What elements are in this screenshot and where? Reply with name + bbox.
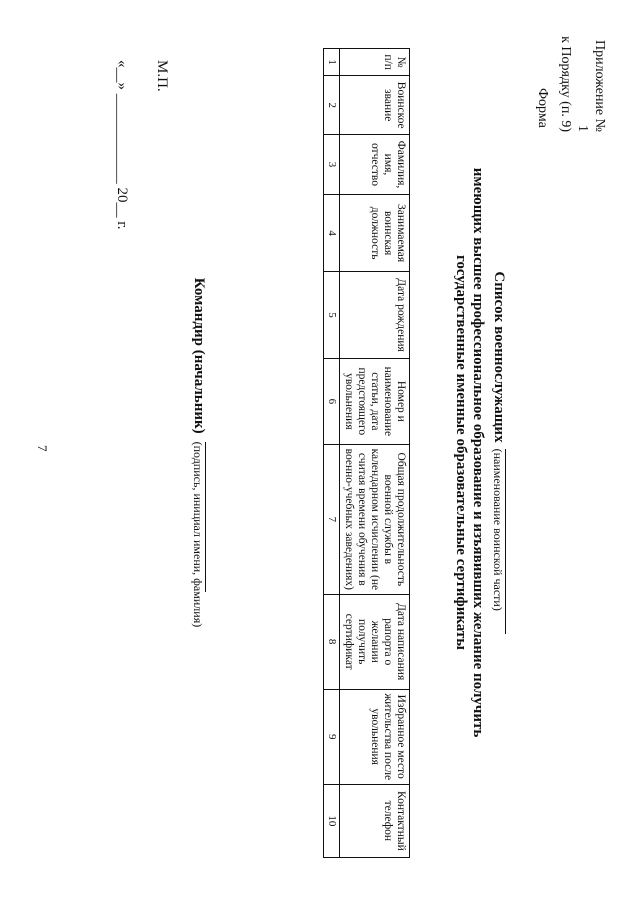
column-number: 1 bbox=[324, 49, 340, 76]
table-number-row bbox=[324, 49, 340, 858]
column-number: 9 bbox=[324, 689, 340, 784]
header-cell: Общая продолжительность военной службы в календарном исчислении (не считая времени обучения в военно-учебных заведениях) bbox=[340, 445, 410, 595]
header-cell: № п/п bbox=[340, 49, 410, 76]
servicemen-table bbox=[323, 48, 410, 858]
column-number: 6 bbox=[324, 358, 340, 444]
annex-line-2: к Порядку (п. 9) bbox=[558, 36, 573, 132]
signature-line bbox=[205, 442, 220, 592]
title-block bbox=[452, 0, 520, 905]
header-cell: Фамилия, имя, отчество bbox=[340, 135, 410, 195]
annex-block bbox=[557, 32, 608, 132]
annex-line-1: Приложение № 1 bbox=[575, 40, 607, 132]
page-number: 7 bbox=[35, 445, 50, 452]
header-cell: Дата написания рапорта о желании получить сертификат bbox=[340, 594, 410, 689]
header-cell: Дата рождения bbox=[340, 272, 410, 358]
header-cell: Занимаемая воинская должность bbox=[340, 194, 410, 272]
commander-block bbox=[190, 0, 220, 905]
column-number: 4 bbox=[324, 194, 340, 272]
title-line-2: имеющих высшее профессиональное образование и изъявивших желание получить bbox=[470, 167, 486, 738]
title-line-1: Список военнослужащих bbox=[491, 271, 507, 443]
unit-name-line bbox=[505, 449, 520, 634]
stamp-label: М.П. bbox=[154, 60, 170, 92]
column-number: 5 bbox=[324, 272, 340, 358]
header-cell: Контактный телефон bbox=[340, 784, 410, 857]
header-cell: Избранное место жительства после увольнения bbox=[340, 689, 410, 784]
commander-label: Командир (начальник) bbox=[191, 277, 207, 434]
table-header-row bbox=[340, 49, 410, 858]
header-cell: Номер и наименование статьи, дата предстоящего увольнения bbox=[340, 358, 410, 444]
title-line-3: государственные именные образовательные сертификаты bbox=[453, 254, 469, 651]
column-number: 3 bbox=[324, 135, 340, 195]
column-number: 7 bbox=[324, 445, 340, 595]
unit-name-caption: (наименование воинской части) bbox=[491, 448, 505, 611]
column-number: 10 bbox=[324, 784, 340, 857]
column-number: 8 bbox=[324, 594, 340, 689]
date-line: «__» ____________ 20__ г. bbox=[114, 60, 130, 230]
signature-caption: (подпись, инициал имени, фамилия) bbox=[191, 441, 205, 628]
form-label: Форма bbox=[535, 88, 550, 128]
column-number: 2 bbox=[324, 76, 340, 135]
header-cell: Воинское звание bbox=[340, 76, 410, 135]
